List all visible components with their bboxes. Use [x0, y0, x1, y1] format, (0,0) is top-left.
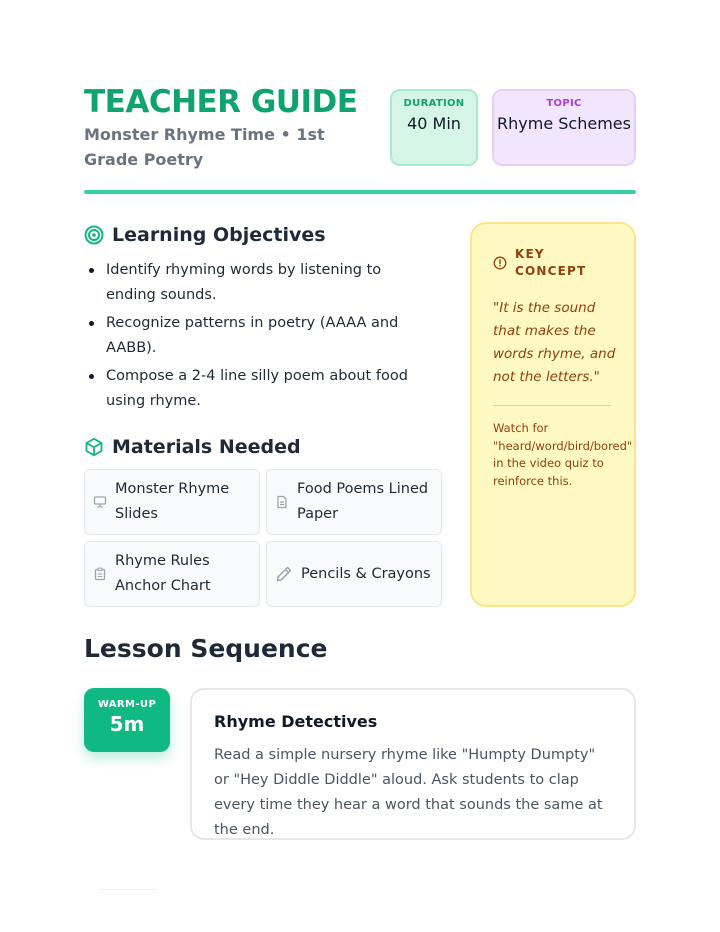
clipboard-icon: [93, 567, 107, 581]
list-item: Recognize patterns in poetry (AAAA and AABB).: [84, 311, 434, 361]
alert-circle-icon: [493, 256, 507, 270]
key-concept-quote: "It is the sound that makes the words rhyme, and not the letters.": [493, 300, 616, 385]
material-card-slides: [84, 469, 260, 535]
key-concept-header: [493, 246, 620, 280]
list-item: Compose a 2-4 line silly poem about food using rhyme.: [84, 364, 434, 414]
material-card-paper: [266, 469, 442, 535]
target-icon: [84, 225, 104, 245]
page-subtitle: Monster Rhyme Time • 1st Grade Poetry: [84, 125, 325, 169]
document-icon: [275, 495, 289, 509]
presentation-icon: [93, 495, 107, 509]
materials-heading-text: Materials Needed: [112, 436, 301, 458]
materials-heading: [84, 436, 301, 458]
duration-badge: [390, 89, 478, 166]
material-label: Pencils & Crayons: [301, 565, 431, 582]
key-concept-box: [470, 222, 636, 607]
lesson-step-card: [190, 688, 636, 840]
objectives-heading: [84, 224, 326, 246]
key-concept-label: KEY CONCEPT: [515, 247, 587, 278]
step-description: Read a simple nursery rhyme like "Humpty Dumpty" or "Hey Diddle Diddle" aloud. Ask students to clap every time they hear a word that sounds the same at the end.: [214, 747, 603, 838]
lesson-sequence-heading: Lesson Sequence: [84, 634, 328, 663]
guide-header: [84, 84, 636, 194]
material-card-pencils: [266, 541, 442, 607]
box-icon: [84, 437, 104, 457]
page-title: TEACHER GUIDE: [84, 84, 358, 120]
key-concept-divider: [493, 405, 611, 406]
material-label: Monster Rhyme Slides: [115, 481, 230, 522]
step-phase: WARM-UP: [97, 699, 157, 710]
pencil-icon: [275, 565, 293, 583]
list-item: Identify rhyming words by listening to ending sounds.: [84, 258, 434, 308]
material-card-chart: [84, 541, 260, 607]
objectives-heading-text: Learning Objectives: [112, 224, 326, 246]
header-divider: [84, 190, 636, 194]
step-duration: 5m: [109, 712, 145, 736]
duration-label: DURATION: [403, 98, 465, 109]
topic-label: TOPIC: [546, 98, 582, 109]
duration-value: 40 Min: [407, 114, 461, 133]
topic-badge: [492, 89, 636, 166]
topic-value: Rhyme Schemes: [497, 114, 631, 133]
step-title: Rhyme Detectives: [214, 712, 378, 731]
step-time-badge: [84, 688, 170, 752]
material-label: Rhyme Rules Anchor Chart: [115, 553, 211, 594]
footer-divider: [100, 889, 156, 890]
material-label: Food Poems Lined Paper: [297, 481, 429, 522]
objectives-list: [84, 258, 434, 417]
key-concept-note: Watch for "heard/word/bird/bored" in the video quiz to reinforce this.: [493, 421, 633, 488]
